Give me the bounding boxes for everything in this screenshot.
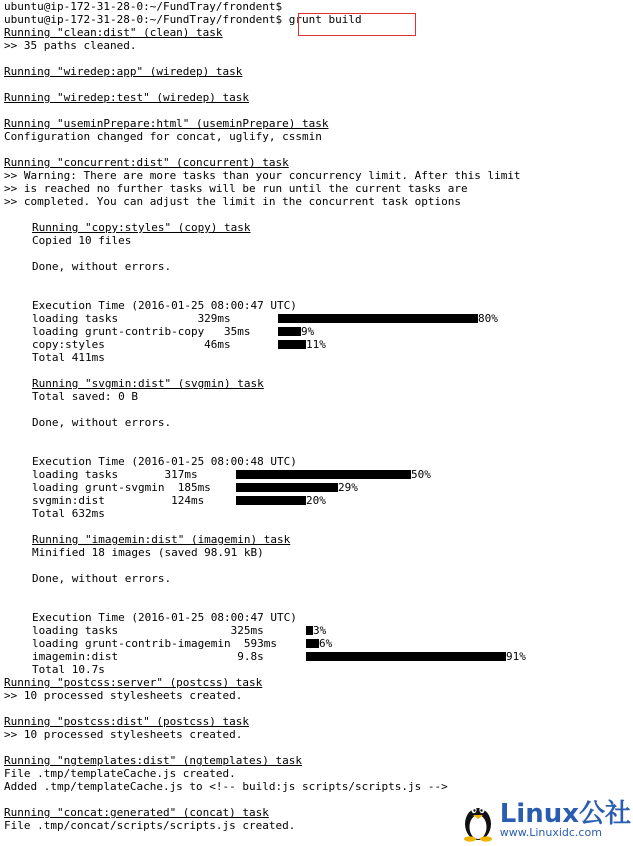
output-line: File .tmp/templateCache.js created. [4, 767, 236, 780]
timing-bar-fill [306, 652, 506, 661]
total-line: Total 632ms [32, 507, 105, 520]
output-line: Copied 10 files [32, 234, 132, 247]
watermark-brand: Linux公社 [499, 799, 631, 829]
output-line: Configuration changed for concat, uglify, cssmin [4, 130, 322, 143]
timing-bar [306, 626, 526, 635]
timing-bar-fill [278, 314, 478, 323]
timing-label: loading grunt-svgmin 185ms [32, 481, 211, 494]
timing-percent: 9% [301, 325, 315, 338]
timing-row [4, 624, 629, 637]
timing-bar [306, 652, 526, 661]
timing-percent: 29% [338, 481, 358, 494]
terminal-output [4, 0, 629, 832]
timing-bar-fill [236, 470, 411, 479]
task-header: Running "wiredep:test" (wiredep) task [4, 91, 250, 104]
timing-row [4, 637, 629, 650]
task-header: Running "wiredep:app" (wiredep) task [4, 65, 243, 78]
warning-line: >> Warning: There are more tasks than your concurrency limit. After this limit [4, 169, 521, 182]
watermark-url: www.Linuxidc.com [499, 826, 602, 839]
status-line: Done, without errors. [32, 260, 172, 273]
task-header: Running "imagemin:dist" (imagemin) task [32, 533, 291, 546]
timing-label: loading grunt-contrib-imagemin 593ms [32, 637, 278, 650]
output-line: >> 35 paths cleaned. [4, 39, 137, 52]
task-header: Running "svgmin:dist" (svgmin) task [32, 377, 264, 390]
output-line: File .tmp/concat/scripts/scripts.js created. [4, 819, 296, 832]
output-line: >> 10 processed stylesheets created. [4, 689, 243, 702]
timing-label: loading tasks 317ms [32, 468, 198, 481]
timing-bar [278, 340, 528, 349]
timing-bar-fill [236, 483, 338, 492]
execution-time-header: Execution Time (2016-01-25 08:00:48 UTC) [32, 455, 297, 468]
task-header: Running "clean:dist" (clean) task [4, 26, 223, 39]
task-header: Running "ngtemplates:dist" (ngtemplates) task [4, 754, 303, 767]
timing-row [4, 481, 629, 494]
status-line: Done, without errors. [32, 572, 172, 585]
timing-percent: 80% [478, 312, 498, 325]
timing-percent: 11% [306, 338, 326, 351]
execution-time-header: Execution Time (2016-01-25 08:00:47 UTC) [32, 299, 297, 312]
timing-row [4, 468, 629, 481]
warning-line: >> is reached no further tasks will be run until the current tasks are [4, 182, 468, 195]
task-header: Running "postcss:server" (postcss) task [4, 676, 263, 689]
task-header: Running "concurrent:dist" (concurrent) task [4, 156, 289, 169]
command-text: grunt build [288, 13, 362, 26]
timing-percent: 20% [306, 494, 326, 507]
timing-percent: 91% [506, 650, 526, 663]
watermark [460, 798, 631, 842]
task-header: Running "postcss:dist" (postcss) task [4, 715, 250, 728]
total-line: Total 10.7s [32, 663, 105, 676]
timing-label: copy:styles 46ms [32, 338, 231, 351]
timing-label: svgmin:dist 124ms [32, 494, 205, 507]
timing-label: imagemin:dist 9.8s [32, 650, 264, 663]
output-line: Added .tmp/templateCache.js to <!-- build:js scripts/scripts.js --> [4, 780, 448, 793]
execution-time-header: Execution Time (2016-01-25 08:00:47 UTC) [32, 611, 297, 624]
timing-bar-fill [236, 496, 306, 505]
output-line: Total saved: 0 B [32, 390, 138, 403]
status-line: Done, without errors. [32, 416, 172, 429]
timing-row [4, 338, 629, 351]
timing-percent: 50% [411, 468, 431, 481]
task-header: Running "concat:generated" (concat) task [4, 806, 269, 819]
timing-row [4, 312, 629, 325]
timing-bar [236, 470, 586, 479]
timing-label: loading grunt-contrib-copy 35ms [32, 325, 251, 338]
warning-line: >> completed. You can adjust the limit in the concurrent task options [4, 195, 461, 208]
timing-label: loading tasks 325ms [32, 624, 264, 637]
prompt: ubuntu@ip-172-31-28-0:~/FundTray/frondent$ [4, 13, 283, 26]
total-line: Total 411ms [32, 351, 105, 364]
timing-label: loading tasks 329ms [32, 312, 231, 325]
timing-bar [236, 496, 586, 505]
timing-percent: 3% [313, 624, 327, 637]
output-line: >> 10 processed stylesheets created. [4, 728, 243, 741]
task-header: Running "copy:styles" (copy) task [32, 221, 251, 234]
timing-bar [306, 639, 526, 648]
timing-row [4, 650, 629, 663]
timing-bar [278, 327, 528, 336]
task-header: Running "useminPrepare:html" (useminPrepare) task [4, 117, 329, 130]
timing-row [4, 494, 629, 507]
timing-bar [236, 483, 586, 492]
timing-bar [278, 314, 528, 323]
timing-row [4, 325, 629, 338]
output-line: Minified 18 images (saved 98.91 kB) [32, 546, 264, 559]
timing-bar-fill [278, 340, 306, 349]
timing-bar-fill [306, 626, 313, 635]
prompt-line: ubuntu@ip-172-31-28-0:~/FundTray/frondent$ [4, 0, 283, 13]
command-highlight-box [298, 13, 416, 36]
timing-bar-fill [306, 639, 319, 648]
tux-penguin-icon [460, 798, 496, 842]
timing-bar-fill [278, 327, 301, 336]
timing-percent: 6% [319, 637, 333, 650]
